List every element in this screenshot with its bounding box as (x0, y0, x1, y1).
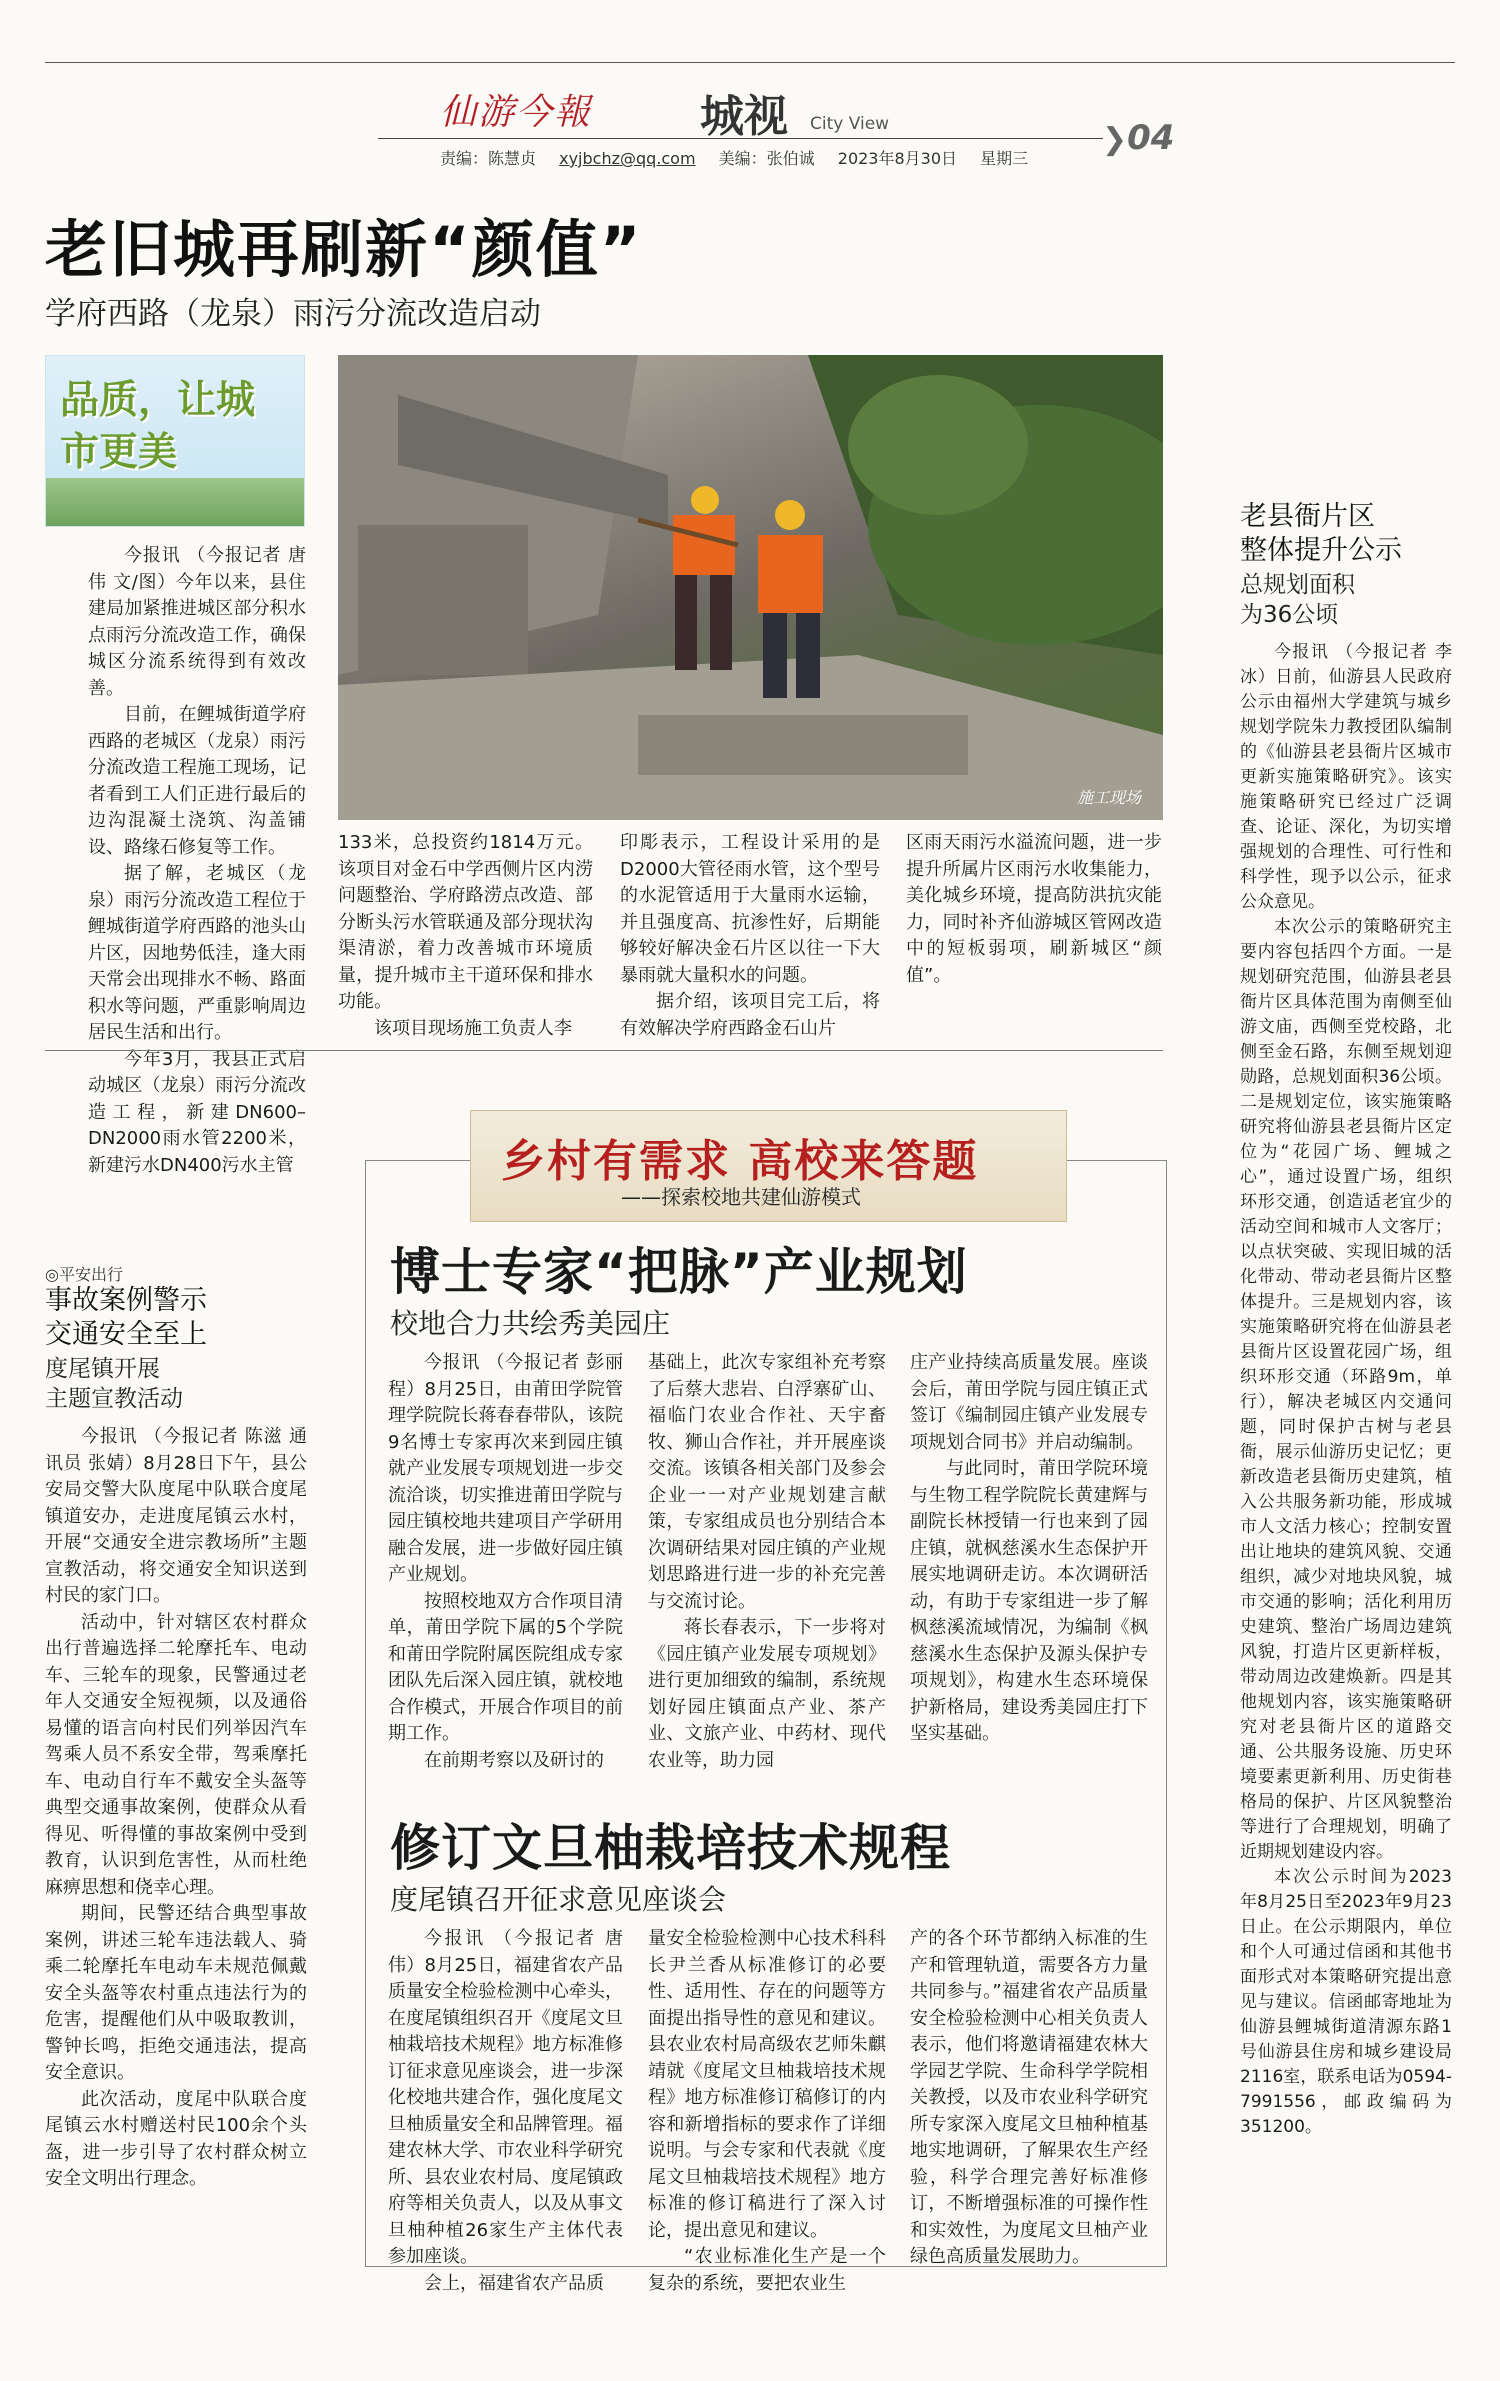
section-title-en: City View (810, 114, 890, 134)
story3-headline: 修订文旦柚栽培技术规程 (390, 1819, 951, 1877)
left-story-paragraph: 活动中，针对辖区农村群众出行普遍选择二轮摩托车、电动车、三轮车的现象，民警通过老年人交通安全短视频，以及通俗易懂的语言向村民们列举因汽车驾乘人员不系安全带，驾乘摩托车、电动自行车不戴安全头盔等典型交通事故案例，使群众从看得见、听得懂的事故案例中受到教育，认识到危害性，从而杜绝麻痹思想和侥幸心理。 (45, 1611, 307, 1898)
left-story-paragraph: 此次活动，度尾中队联合度尾镇云水村赠送村民100余个头盔，进一步引导了农村群众树立安全文明出行理念。 (45, 2088, 307, 2189)
right-story-title-2: 整体提升公示 (1240, 535, 1402, 566)
right-story-title-1: 老县衙片区 (1240, 501, 1375, 532)
section-title: 城视 (700, 91, 788, 142)
lead-paragraph: 据介绍，该项目完工后，将有效解决学府西路金石山片 (620, 991, 880, 1039)
story3-paragraph: 产的各个环节都纳入标准的生产和管理轨道，需要各方力量共同参与。”福建省农产品质量安全检验检测中心相关负责人表示，他们将邀请福建农林大学园艺学院、生命科学学院相关教授，以及市农业科学研究所专家深入度尾文旦柚种植基地实地调研，了解果农生产经验，科学合理完善好标准修订，不断增强标准的可操作性和实效性，为度尾文旦柚产业绿色高质量发展助力。 (910, 1928, 1148, 2267)
lead-column-3 (620, 830, 880, 1042)
story3-paragraph: 量安全检验检测中心技术科科长尹兰香从标准修订的必要性、适用性、存在的问题等方面提出指导性的意见和建议。县农业农村局高级农艺师朱麒靖就《度尾文旦柚栽培技术规程》地方标准修订稿修订的内容和新增指标的要求作了详细说明。与会专家和代表就《度尾文旦柚栽培技术规程》地方标准的修订稿进行了深入讨论，提出意见和建议。 (648, 1928, 886, 2241)
story2-paragraph: 在前期考察以及研讨的 (424, 1749, 604, 1771)
story3-paragraph: 今报讯 （今报记者 唐伟）8月25日，福建省农产品质量安全检验检测中心牵头，在度尾镇组织召开《度尾文旦柚栽培技术规程》地方标准修订征求意见座谈会，进一步深化校地共建合作，强化度尾文旦柚质量安全和品牌管理。福建农林大学、市农业科学研究所、县农业农村局、度尾镇政府等相关负责人，以及从事文旦柚种植26家生产主体代表参加座谈。 (388, 1928, 623, 2267)
lead-headline: 老旧城再刷新“颜值” (45, 213, 643, 286)
construction-photo (338, 355, 1163, 820)
lead-paragraph: 今报讯 （今报记者 唐伟 文/图）今年以来，县住建局加紧推进城区部分积水点雨污分流改造工作，确保城区分流系统得到有效改善。 (88, 545, 306, 699)
lead-paragraph: 目前，在鲤城街道学府西路的老城区（龙泉）雨污分流改造工程施工现场，记者看到工人们正进行最后的边沟混凝土浇筑、沟盖铺设、路缘石修复等工作。 (88, 704, 306, 858)
editor-email[interactable]: xyjbchz@qq.com (559, 149, 696, 168)
lead-column-4 (906, 830, 1162, 989)
story3-column-3 (910, 1926, 1148, 2271)
lead-paragraph: 区雨天雨污水溢流问题，进一步提升所属片区雨污水收集能力，美化城乡环境，提高防洪抗灾能力，同时补齐仙游城区管网改造中的短板弱项，刷新城区“颜值”。 (906, 832, 1162, 986)
story2-column-3 (910, 1350, 1148, 1748)
city-skyline-illustration (46, 478, 304, 526)
story2-paragraph: 与此同时，莆田学院环境与生物工程学院院长黄建辉与副院长林授锖一行也来到了园庄镇，就枫慈溪水生态保护开展实地调研走访。本次调研活动，有助于专家组进一步了解枫慈溪流域情况，为编制《枫慈溪水生态保护及源头保护专项规划》，构建水生态环境保护新格局，建设秀美园庄打下坚实基础。 (910, 1458, 1148, 1744)
right-story-paragraph: 本次公示时间为2023年8月25日至2023年9月23日止。在公示期限内，单位和个人可通过信函和其他书面形式对本策略研究提出意见与建议。信函邮寄地址为仙游县鲤城街道清源东路1号仙游县住房和城乡建设局2116室，联系电话为0594-7991556，邮政编码为351200。 (1240, 1867, 1452, 2137)
left-story-paragraph: 今报讯 （今报记者 陈滋 通讯员 张婧）8月28日下午，县公安局交警大队度尾中队联合度尾镇道安办，走进度尾镇云水村，开展“交通安全进宗教场所”主题宣教活动，将交通安全知识送到村民的家门口。 (45, 1426, 307, 1606)
left-story-title-1: 事故案例警示 (45, 1285, 207, 1316)
credits-line (440, 146, 1046, 169)
right-story-subtitle-1: 总规划面积 (1240, 572, 1355, 598)
quality-badge (45, 355, 305, 527)
story3-column-2 (648, 1926, 886, 2297)
column-tag: ◎平安出行 (45, 1265, 123, 1284)
lead-column-2 (338, 830, 593, 1042)
story2-paragraph: 蒋长春表示，下一步将对《园庄镇产业发展专项规划》进行更加细致的编制，系统规划好园庄镇面点产业、茶产业、文旅产业、中药材、现代农业等，助力园 (648, 1617, 886, 1771)
story3-paragraph: “农业标准化生产是一个复杂的系统，要把农业生 (648, 2246, 886, 2294)
left-story-paragraph: 期间，民警还结合典型事故案例，讲述三轮车违法载人、骑乘二轮摩托车电动车未规范佩戴安全头盔等农村重点违法行为的危害，提醒他们从中吸取教训，警钟长鸣，拒绝交通违法，提高安全意识。 (45, 1903, 307, 2083)
story2-subheadline: 校地合力共绘秀美园庄 (390, 1307, 671, 1340)
editor-credit: 责编：陈慧贞 (440, 149, 537, 168)
story2-headline: 博士专家“把脉”产业规划 (390, 1243, 968, 1301)
right-story-paragraph: 今报讯 （今报记者 李冰）日前，仙游县人民政府公示由福州大学建筑与城乡规划学院朱力教授团队编制的《仙游县老县衙片区城市更新实施策略研究》。该实施策略研究已经过广泛调查、论证、深化，为切实增强规划的合理性、可行性和科学性，现予以公示，征求公众意见。 (1240, 642, 1452, 912)
masthead-rule (378, 138, 1103, 139)
top-rule (45, 62, 1455, 63)
story2-paragraph: 今报讯 （今报记者 彭丽程）8月25日，由莆田学院管理学院院长蒋春春带队，该院9名博士专家再次来到园庄镇就产业发展专项规划进一步交流洽谈，切实推进莆田学院与园庄镇校地共建项目产学研用融合发展，进一步做好园庄镇产业规划。 (388, 1352, 623, 1585)
quality-badge-text: 品质，让城市更美 (60, 377, 256, 475)
lead-paragraph: 该项目现场施工负责人李 (374, 1017, 572, 1039)
story2-column-2 (648, 1350, 886, 1774)
story2-paragraph: 庄产业持续高质量发展。座谈会后，莆田学院与园庄镇正式签订《编制园庄镇产业发展专项规划合同书》并启动编制。 (910, 1352, 1148, 1453)
page-number: ❯04 (1102, 118, 1175, 158)
lead-bottom-rule (45, 1050, 1163, 1051)
feature-banner-title: 乡村有需求 高校来答题 (501, 1136, 979, 1187)
story3-subheadline: 度尾镇召开征求意见座谈会 (390, 1883, 727, 1916)
left-story-subtitle-1: 度尾镇开展 (45, 1356, 160, 1382)
construction-scene-illustration (338, 355, 1163, 820)
left-story-subtitle-2: 主题宣教活动 (45, 1386, 183, 1412)
right-story-body (1240, 640, 1452, 2140)
issue-date: 2023年8月30日 (837, 149, 958, 168)
story3-paragraph: 会上，福建省农产品质 (424, 2272, 604, 2294)
story2-paragraph: 按照校地双方合作项目清单，莆田学院下属的5个学院和莆田学院附属医院组成专家团队先后深入园庄镇，就校地合作模式，开展合作项目的前期工作。 (388, 1590, 623, 1744)
designer-credit: 美编：张伯诚 (718, 149, 815, 168)
issue-weekday: 星期三 (980, 149, 1029, 168)
lead-column-1 (88, 543, 306, 1179)
story2-paragraph: 基础上，此次专家组补充考察了后蔡大悲岩、白浮寨矿山、福临门农业合作社、天宇畜牧、狮山合作社，并开展座谈交流。该镇各相关部门及参会企业一一对产业规划建言献策，专家组成员也分别结合本次调研结果对园庄镇的产业规划思路进行进一步的补充完善与交流讨论。 (648, 1352, 886, 1612)
feature-banner (470, 1110, 1067, 1222)
right-story-subtitle-2: 为36公顷 (1240, 602, 1339, 628)
left-story-title-2: 交通安全至上 (45, 1319, 207, 1350)
story3-column-1 (388, 1926, 623, 2297)
lead-paragraph: 据了解，老城区（龙泉）雨污分流改造工程位于鲤城街道学府西路的池头山片区，因地势低洼，逢大雨天常会出现排水不畅、路面积水等问题，严重影响周边居民生活和出行。 (88, 863, 306, 1043)
left-story-body (45, 1424, 307, 2193)
newspaper-logo: 仙游今報 (440, 92, 593, 133)
chevron-right-icon: ❯ (1102, 122, 1128, 157)
right-story-paragraph: 本次公示的策略研究主要内容包括四个方面。一是规划研究范围，仙游县老县衙片区具体范围为南侧至仙游文庙，西侧至党校路，北侧至金石路，东侧至规划迎勋路，总规划面积36公顷。二是规划定位，该实施策略研究将仙游县老县衙片区定位为“花园广场、鲤城之心”，通过设置广场，组织环形交通，创造适老宜少的活动空间和城市人文客厅；以点状突破、实现旧城的活化带动、带动老县衙片区整体提升。三是规划内容，该实施策略研究将在仙游县老县衙片区设置花园广场，组织环形交通（环路9m，单行），解决老城区内交通问题，同时保护古树与老县衙，展示仙游历史记忆；更新改造老县衙历史建筑，植入公共服务新功能，形成城市人文活力核心；控制安置出让地块的建筑风貌、交通组织，减少对地块风貌，城市交通的影响；活化利用历史建筑、整治广场周边建筑风貌，打造片区更新样板，带动周边改建焕新。四是其他规划内容，该实施策略研究对老县衙片区的道路交通、公共服务设施、历史环境要素更新利用、历史街巷格局的保护、片区风貌整治等进行了合理规划，明确了近期规划建设内容。 (1240, 917, 1452, 1862)
lead-subheadline: 学府西路（龙泉）雨污分流改造启动 (45, 296, 541, 332)
lead-paragraph: 今年3月，我县正式启动城区（龙泉）雨污分流改造工程，新建DN600–DN2000雨水管2200米，新建污水DN400污水主管 (88, 1048, 306, 1176)
feature-banner-subtitle: ——探索校地共建仙游模式 (621, 1185, 861, 1209)
lead-paragraph: 133米，总投资约1814万元。该项目对金石中学西侧片区内涝问题整治、学府路涝点改造、部分断头污水管联通及部分现状沟渠清淤，着力改善城市环境质量，提升城市主干道环保和排水功能。 (338, 832, 593, 1012)
lead-paragraph: 印彫表示，工程设计采用的是D2000大管径雨水管，这个型号的水泥管适用于大量雨水运输，并且强度高、抗渗性好，后期能够较好解决金石片区以往一下大暴雨就大量积水的问题。 (620, 832, 880, 986)
photo-caption: 施工现场 (1076, 788, 1141, 807)
story2-column-1 (388, 1350, 623, 1774)
